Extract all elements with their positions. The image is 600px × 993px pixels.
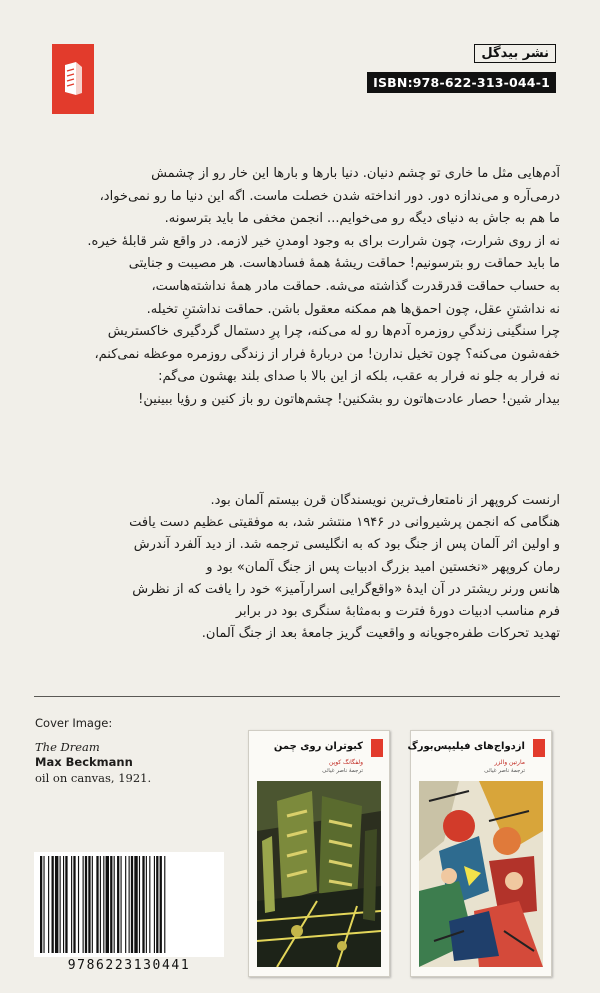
blurb-line: خفه‌شون می‌کنه؟ چون تخیل ندارن! من دربارهٔ فرار از زندگی روزمره موعظه نمی‌کنم، [94, 346, 560, 362]
barcode-bar [110, 856, 112, 953]
cover-credit-label: Cover Image: [35, 716, 113, 730]
related-book-translator: ترجمهٔ ناصر غیاثی [322, 768, 363, 774]
expressionist-painting-figures-icon [419, 781, 543, 968]
isbn-label: ISBN:978-622-313-044-1 [367, 72, 556, 93]
bio-line: هنگامی که انجمن پرشیروانی در ۱۹۴۶ منتشر شد، به موفقیتی عظیم دست یافت [129, 515, 560, 531]
barcode-bar [106, 856, 109, 953]
publisher-logo-icon [533, 739, 545, 757]
barcode-bar [92, 856, 93, 953]
barcode-bar [71, 856, 72, 953]
blurb-line: آدم‌هایی مثل ما خاری تو چشم دنیان. دنیا بارها و بارها این خار رو از چشمش [151, 166, 560, 181]
barcode-bar [146, 856, 147, 953]
barcode-bar [156, 856, 158, 953]
cover-credit-artist: Max Beckmann [35, 755, 133, 769]
cover-credit-medium: oil on canvas, 1921. [35, 770, 152, 785]
blurb-line: چرا سنگینی زندگیِ روزمره آدم‌ها رو له می‌کنه، چرا پرِ دستمال گردگیری خاکستریش [107, 324, 560, 340]
barcode-bar [121, 856, 122, 953]
barcode-bar [40, 856, 42, 953]
related-book[interactable] [407, 730, 552, 977]
blurb-line: بیدار شین! حصار عادت‌هاتون رو بشکنین! چشم‌هاتون رو باز کنین و رؤیا ببینین! [138, 391, 560, 407]
barcode-bar [83, 856, 84, 953]
barcode-bar [103, 856, 104, 953]
publisher-label: نشر بیدگل [474, 44, 556, 63]
barcode-bar [65, 856, 67, 953]
publisher-logo [52, 44, 94, 114]
barcode-bar [78, 856, 79, 953]
bio-line: ارنست کروپهر از نامتعارف‌ترین نویسندگان قرن بیستم آلمان بود. [210, 493, 560, 508]
cover-credit [35, 716, 151, 786]
barcode-bar [154, 856, 155, 953]
related-book[interactable] [248, 730, 390, 977]
expressionist-painting-city-icon [257, 781, 381, 968]
bio-line: فرم مناسب ادبیات دورهٔ فترت و به‌مثابهٔ سنگری بود در برابر [235, 604, 560, 620]
divider [34, 696, 560, 697]
bio-line: رمان کروپهر «نخستین امید بزرگ ادبیات پس از جنگ آلمان» بود و [206, 559, 560, 575]
barcode-bar [125, 856, 126, 953]
blurb-line: نه از روی شرارت، چون شرارت برای به وجود اومدنِ خیر لازمه. در واقع شر قابلهٔ خیره. [87, 233, 560, 249]
barcode-bar [96, 856, 98, 953]
barcode-bar [139, 856, 140, 953]
barcode-bar [85, 856, 87, 953]
barcode-bar [63, 856, 64, 953]
barcode-bar [134, 856, 137, 953]
barcode-number: 9786223130441 [67, 958, 191, 973]
blurb-line: به حساب حماقت قدرقدرت گذاشته می‌شه. حماقت مادر همهٔ نداشته‌هاست، [151, 278, 560, 294]
barcode-bar [48, 856, 49, 953]
blurb-quote [34, 163, 560, 412]
barcode [34, 852, 224, 957]
barcode-bar [131, 856, 133, 953]
barcode-bar [129, 856, 130, 953]
cover-credit-title: The Dream [35, 739, 100, 754]
publisher-logo-icon [371, 739, 383, 757]
related-book-title: ازدواج‌های فیلیپس‌بورگ [407, 741, 525, 752]
barcode-bar [73, 856, 75, 953]
blurb-line: نه فرار به جلو نه فرار به عقب، بلکه از این بالا با صدای بلند بهشون می‌گم: [158, 369, 560, 385]
barcode-bar [100, 856, 101, 953]
barcode-bar [149, 856, 150, 953]
barcode-bar [43, 856, 44, 953]
barcode-bar [164, 856, 165, 953]
barcode-bar [88, 856, 90, 953]
related-book-title: کبوتران روی چمن [273, 741, 363, 752]
barcode-bar [60, 856, 61, 953]
related-book-author: مارتین والزر [494, 759, 525, 766]
related-book-author: ولفگانگ کوپن [328, 759, 363, 766]
barcode-bar [142, 856, 144, 953]
blurb-line: نه نداشتنِ عقل، چون احمق‌ها هم ممکنه معقول باشن. حماقت نداشتنِ تخیله. [146, 301, 560, 317]
barcode-bar [117, 856, 119, 953]
related-book-translator: ترجمهٔ ناصر غیاثی [484, 768, 525, 774]
barcode-bar [55, 856, 58, 953]
barcode-bar [52, 856, 54, 953]
blurb-line: ما باید حماقت رو بترسونیم! حماقت ریشهٔ همهٔ فسادهاست. هر مصیبت و جنایتی [128, 256, 560, 272]
author-bio [34, 490, 560, 645]
barcode-bar [160, 856, 162, 953]
blurb-line: درمی‌آره و می‌ندازه دور. دور انداخته شدن خصلت ماست. اگه این دنیا ما رو نمی‌خواد، [99, 188, 560, 204]
bio-line: تهدید تحرکات طفره‌جویانه و واقعیت گریز جامعهٔ بعد از جنگ آلمان. [201, 626, 560, 642]
bio-line: هانس ورنر ریشتر در آن ایدهٔ «واقع‌گرایی اسرارآمیز» خود را یافت که از نظرش [132, 581, 560, 597]
blurb-line: ما هم به جاش به دنیای دیگه رو می‌خوایم... انجمن مخفی ما باید بترسونه. [164, 211, 560, 227]
bio-line: و اولین اثر آلمان پس از جنگ بود که به انگلیسی ترجمه شد. از دید آلفرد آندرش [133, 537, 560, 553]
publisher-logo-icon [60, 59, 86, 99]
barcode-bar [114, 856, 115, 953]
